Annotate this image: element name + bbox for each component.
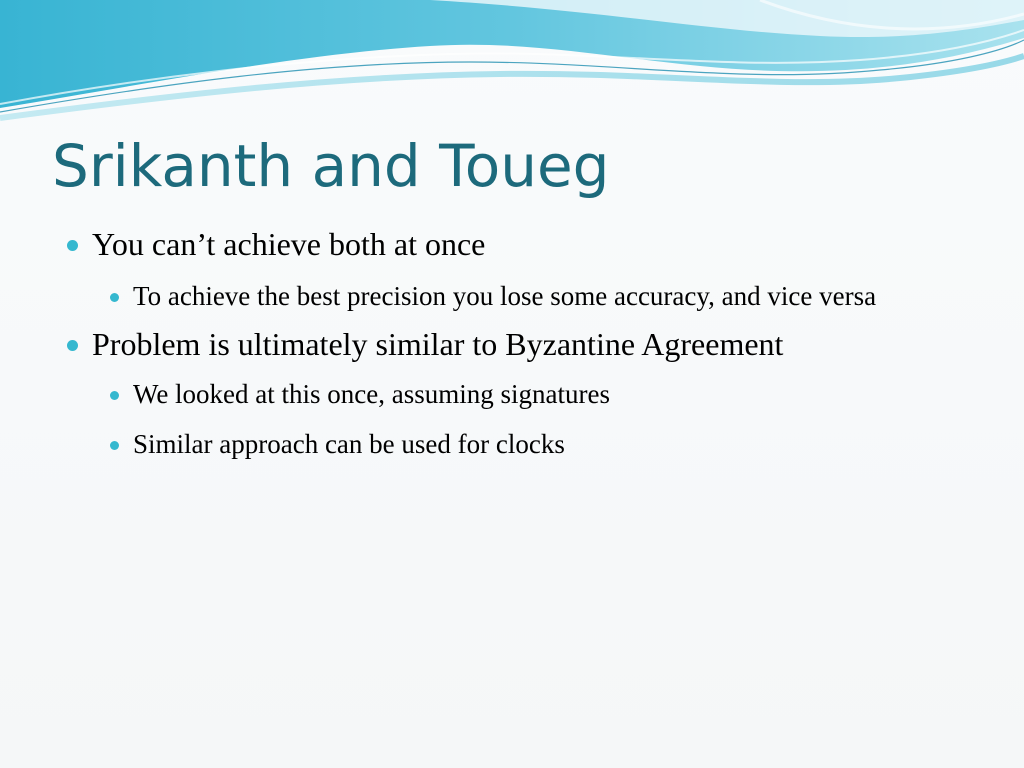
sub-bullet-text: To achieve the best precision you lose some accuracy, and vice versa <box>133 281 877 311</box>
bullet-list <box>0 224 1024 464</box>
bullet-text: You can’t achieve both at once <box>92 226 486 262</box>
bullet-dot-icon <box>67 240 78 251</box>
bullet-dot-icon <box>67 340 78 351</box>
bullet-text: Problem is ultimately similar to Byzantine Agreement <box>92 326 784 362</box>
sub-bullet-text: We looked at this once, assuming signatures <box>133 379 610 409</box>
sub-bullet-item <box>0 424 1024 464</box>
slide-title: Srikanth and Toueg <box>52 132 610 200</box>
bullet-dot-icon <box>110 391 119 400</box>
bullet-dot-icon <box>110 441 119 450</box>
bullet-item <box>0 324 1024 364</box>
sub-bullet-item <box>0 374 1024 414</box>
bullet-dot-icon <box>110 293 119 302</box>
sub-bullet-item <box>0 276 1024 316</box>
wave-header-decoration <box>0 0 1024 130</box>
bullet-item <box>0 224 1024 264</box>
sub-bullet-text: Similar approach can be used for clocks <box>133 429 565 459</box>
